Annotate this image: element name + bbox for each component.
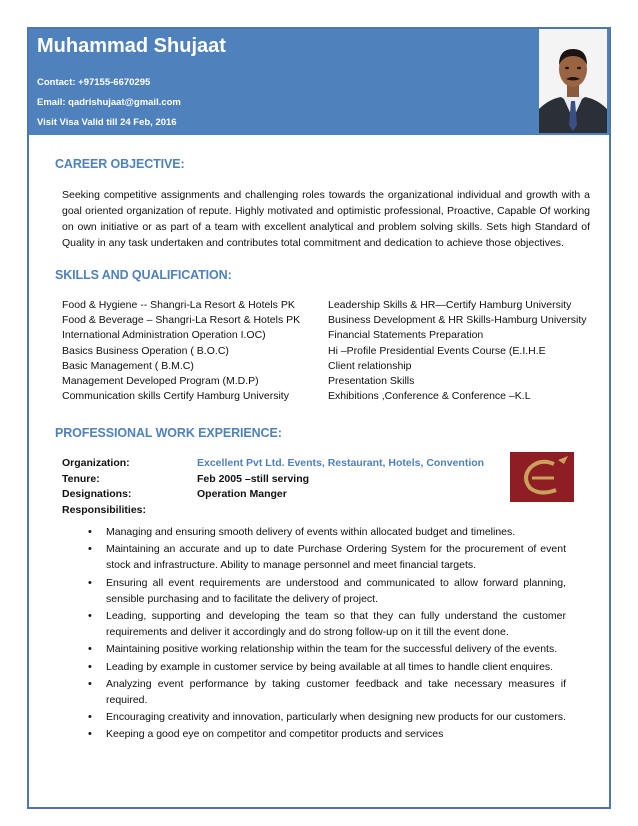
skill-item: Leadership Skills & HR—Certify Hamburg University <box>328 299 572 311</box>
list-item <box>88 709 566 725</box>
skill-item: Business Development & HR Skills-Hamburg University <box>328 314 587 327</box>
list-item <box>88 608 566 640</box>
responsibility-text: Leading by example in customer service by being available at all times to handle client enquires. <box>106 660 554 673</box>
responsibility-text: Managing and ensuring smooth delivery of events within allocated budget and timelines. <box>106 526 516 538</box>
responsibility-text: Maintaining an accurate and up to date Purchase Ordering System for the procurement of event stock and infrastructure. Ability to manage personnel and meet financial targets. <box>106 543 566 572</box>
list-item <box>88 541 566 573</box>
skill-item: Communication skills Certify Hamburg University <box>62 390 289 403</box>
responsibility-text: Leading, supporting and developing the team so that they can fully understand the customer requirements and deliver it accordingly and do strong follow-up on it till the event done. <box>106 610 566 639</box>
list-item <box>88 676 566 708</box>
candidate-name: Muhammad Shujaat <box>37 35 226 57</box>
responsibility-text: Analyzing event performance by taking customer feedback and take necessary measures if required. <box>106 677 566 707</box>
designation-value: Operation Manger <box>197 488 287 500</box>
bullet-icon: • <box>88 728 92 741</box>
tenure-label: Tenure: <box>62 472 100 485</box>
career-objective-heading: CAREER OBJECTIVE: <box>55 157 185 171</box>
responsibilities-label: Responsibilities: <box>62 503 147 516</box>
list-item <box>88 641 566 657</box>
list-item <box>88 575 566 607</box>
job-details <box>62 456 484 518</box>
career-objective-text: Seeking competitive assignments and challenging roles towards the organizational individual and growth with a goal oriented organization of repute. Highly motivated and optimistic professional, Proactive, Capable Of working on own initiative or as part of a team with excellent analytical and problem solving skills. Sets high Standard of Quality in any task undertaken and contributes total commitment and dedication to achieve those objectives. <box>62 189 590 249</box>
bullet-icon: • <box>88 526 92 538</box>
visa-status: Visit Visa Valid till 24 Feb, 2016 <box>37 117 177 128</box>
company-logo <box>510 452 574 502</box>
bullet-icon: • <box>88 677 92 690</box>
skill-item: Management Developed Program (M.D.P) <box>62 375 259 388</box>
skill-item: Exhibitions ,Conference & Conference –K.L <box>328 390 531 403</box>
experience-heading: PROFESSIONAL WORK EXPERIENCE: <box>55 426 282 440</box>
skill-item: International Administration Operation I.OC) <box>62 329 266 342</box>
responsibility-text: Ensuring all event requirements are understood and communicated to allow forward planning, sensible purchasing and to facilitate the delivery of project. <box>106 576 566 605</box>
bullet-icon: • <box>88 643 92 656</box>
profile-photo <box>539 29 607 133</box>
organization-label: Organization: <box>62 457 130 469</box>
skill-item: Presentation Skills <box>328 375 415 388</box>
skill-item: Financial Statements Preparation <box>328 329 484 342</box>
list-item <box>88 659 566 675</box>
bullet-icon: • <box>88 576 92 589</box>
bullet-icon: • <box>88 711 92 724</box>
header-banner <box>29 29 609 135</box>
bullet-icon: • <box>88 543 92 556</box>
skill-item: Food & Beverage – Shangri-La Resort & Hotels PK <box>62 314 301 327</box>
list-item <box>88 524 566 540</box>
bullet-icon: • <box>88 610 92 623</box>
skill-item: Client relationship <box>328 359 412 372</box>
responsibility-text: Maintaining positive working relationship within the team for the successful delivery of the events. <box>106 643 558 656</box>
responsibilities-list <box>88 524 566 744</box>
organization-value: Excellent Pvt Ltd. Events, Restaurant, Hotels, Convention <box>197 457 485 469</box>
contact-email: Email: qadrishujaat@gmail.com <box>37 97 181 108</box>
list-item <box>88 726 566 742</box>
skill-item: Basics Business Operation ( B.O.C) <box>62 344 229 357</box>
skills-heading: SKILLS AND QUALIFICATION: <box>55 268 232 282</box>
responsibility-text: Encouraging creativity and innovation, particularly when designing new products for our customers. <box>106 711 566 724</box>
skills-list-right <box>328 298 598 404</box>
skill-item: Basic Management ( B.M.C) <box>62 359 194 372</box>
designation-label: Designations: <box>62 488 132 500</box>
contact-phone: Contact: +97155-6670295 <box>37 77 151 88</box>
skills-list-left <box>62 298 322 404</box>
tenure-value: Feb 2005 –still serving <box>197 472 310 485</box>
skill-item: Food & Hygiene -- Shangri-La Resort & Hotels PK <box>62 299 295 311</box>
responsibility-text: Keeping a good eye on competitor and competitor products and services <box>106 728 444 741</box>
bullet-icon: • <box>88 660 92 673</box>
skill-item: Hi –Profile Presidential Events Course (E.I.H.E <box>328 344 546 357</box>
